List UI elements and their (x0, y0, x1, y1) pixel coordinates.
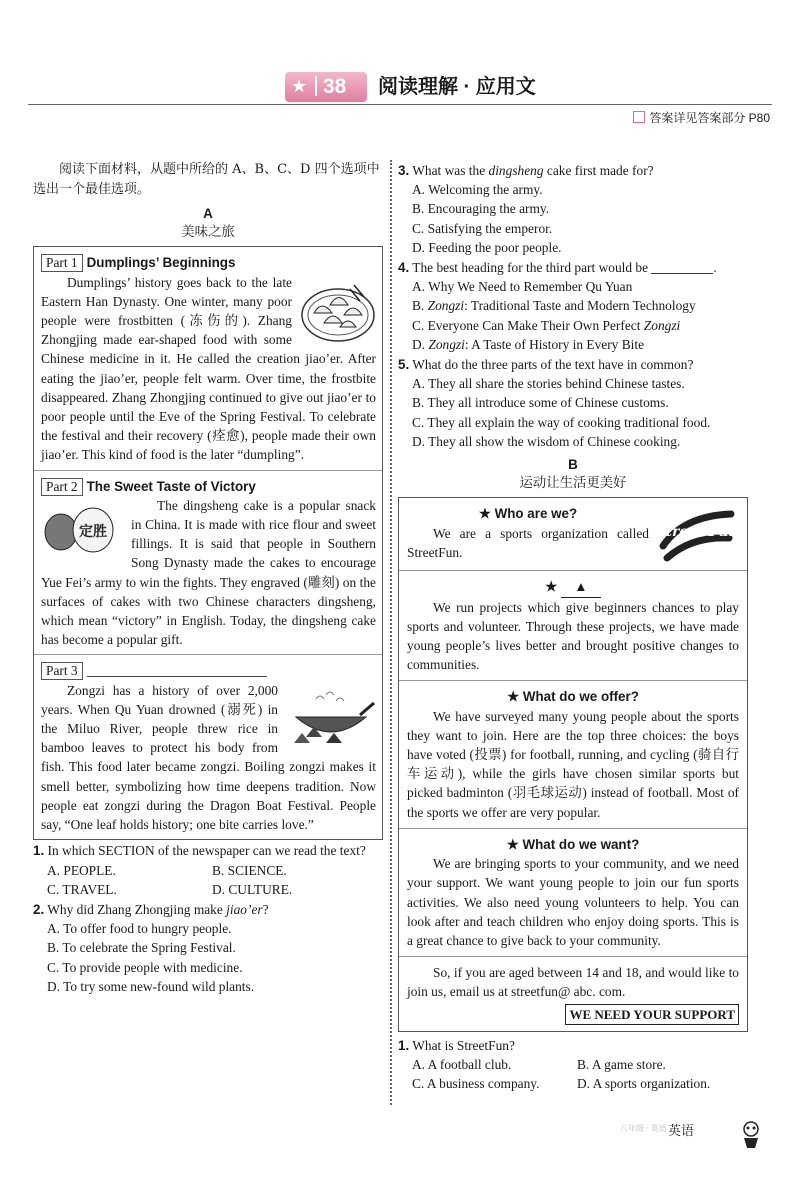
answer-blank[interactable] (651, 260, 713, 274)
streetfun-logo-graphic (657, 506, 737, 564)
question-stem: In which SECTION of the newspaper can we read the text? (47, 843, 366, 859)
option[interactable]: D. They all show the wisdom of Chinese cooking. (412, 433, 681, 449)
question-stem-end: ? (262, 901, 269, 917)
question-stem: The best heading for the third part would be (412, 260, 652, 276)
question-b-1 (398, 1036, 748, 1094)
support-banner: WE NEED YOUR SUPPORT (565, 1004, 739, 1025)
column-divider (390, 160, 392, 1105)
star-icon: ★ (545, 579, 558, 595)
want-text: We are bringing sports to your community, and we need your support. We want young people to join our fun sports activities. We also need young volunteers to help. You can look after and teach children who enjoy doing sports. This is a great chance to give back to your community. (407, 856, 739, 948)
want-heading: ★ What do we want? (506, 836, 640, 852)
who-text: We are a sports organization called StreetFun. (407, 525, 649, 560)
note-icon (633, 111, 645, 123)
part-3 (34, 655, 382, 839)
part-2-title: The Sweet Taste of Victory (86, 478, 256, 494)
option[interactable]: B. A game store. (577, 1056, 666, 1072)
reading-passage-a (33, 246, 383, 840)
answer-reference-text: 答案详见答案部分 P80 (649, 111, 770, 125)
part-3-label: Part 3 (41, 662, 83, 680)
page-title: 阅读理解 · 应用文 (378, 76, 536, 98)
logo-text: Street Fun (657, 524, 737, 541)
part-1-title: Dumplings’ Beginnings (86, 255, 236, 271)
question-number: 3. (398, 163, 410, 178)
question-a-2 (33, 900, 383, 996)
option[interactable] (398, 277, 748, 296)
mascot-icon (738, 1120, 764, 1150)
streetfun-notice (398, 497, 748, 1031)
question-number: 5. (398, 357, 410, 373)
footer-subject: 英语 (668, 1124, 695, 1139)
option[interactable]: A. To offer food to hungry people. (47, 921, 232, 937)
option[interactable]: D. To try some new-found wild plants. (47, 978, 255, 994)
offer-text: We have surveyed many young people about the sports they want to join. Here are the top three choices: the boys have voted (投票) for football, running, and cycling (骑自行车运动), while the girls have chosen similar sports but picked badminton (羽毛球运动) instead of football. Most of the sports we offer are very popular. (407, 708, 739, 820)
option[interactable]: D. CULTURE. (212, 881, 293, 897)
part-3-title-blank[interactable] (87, 662, 267, 677)
part-1-text: Dumplings’ history goes back to the late Eastern Han Dynasty. One winter, many poor people were frostbitten (冻伤的). Zhang Zhongjing made ear-shaped food with some Chinese medicine in it. He called the creation jiao’er. After eating the jiao’er, people felt warm. Over time, the frostbite disappeared. Zhang Zhongjing continued to give out jiao’er to poor people until the Eve of the Spring Festival. To celebrate the festival and their recovery (痊愈), people made their own jiao’er. This kind of food is the later “dumpling”. (41, 274, 376, 463)
right-column (398, 160, 748, 1093)
page-footer (620, 1120, 770, 1154)
badge-number: 38 (323, 75, 347, 98)
option-em: Zongzi (428, 336, 465, 352)
option[interactable]: B. They all introduce some of Chinese customs. (412, 395, 669, 411)
section-a-title: 美味之旅 (181, 225, 235, 241)
option[interactable] (398, 335, 748, 354)
want-section (399, 829, 747, 957)
part-3-text: Zongzi has a history of over 2,000 years. When Qu Yuan drowned (溺死) in the Miluo River, people threw rice in bamboo leaves to protect his body from fish. This food later became zongzi. Boiling zongzi makes it smell better, symbolizing how time deepens tradition. Now people eat zongzi during the Dragon Boat Festival. People say, “One leaf holds history; one bite carries love.” (41, 682, 376, 833)
offer-heading: ★ What do we offer? (507, 689, 639, 705)
option-text: C. Everyone Can Make Their Own Perfect (412, 317, 644, 333)
option[interactable]: C. They all explain the way of cooking traditional food. (412, 414, 711, 430)
question-a-3 (398, 161, 748, 257)
option[interactable]: D. A sports organization. (577, 1076, 711, 1092)
question-stem: What do the three parts of the text have in common? (412, 357, 694, 373)
who-section (399, 498, 747, 571)
triangle-icon: ▲ (574, 579, 588, 595)
question-stem-em: dingsheng (488, 163, 544, 178)
section-b-title: 运动让生活更美好 (519, 476, 627, 492)
option-text: B. (412, 298, 428, 314)
option-text: D. (412, 336, 429, 352)
dumplings-plate-icon (300, 279, 376, 345)
offer-section (399, 681, 747, 828)
closing-text: So, if you are aged between 14 and 18, and would like to join us, email us at streetfun@ abc. com. (407, 965, 739, 1000)
option[interactable] (398, 296, 748, 315)
projects-text: We run projects which give beginners chances to play sports and volunteer. Through these projects, we have made young people’s lives better and brought positive changes to communities. (407, 599, 739, 673)
question-number: 4. (398, 260, 410, 276)
question-stem-end: cake first made for? (543, 163, 654, 178)
blank-heading-section (399, 571, 747, 681)
section-b-letter: B (568, 457, 578, 473)
question-number: 1. (33, 843, 45, 859)
question-a-1 (33, 841, 383, 899)
question-a-5 (398, 355, 748, 451)
question-stem-em: jiao’er (226, 901, 263, 917)
page-header (0, 70, 800, 125)
option[interactable]: B. Encouraging the army. (412, 201, 550, 217)
part-1 (34, 247, 382, 470)
section-a-letter: A (203, 206, 213, 221)
left-column (33, 160, 383, 996)
option[interactable]: C. A business company. (412, 1076, 540, 1092)
cake-characters: 定胜 (79, 523, 107, 540)
option[interactable]: A. They all share the stories behind Chinese tastes. (412, 376, 685, 392)
part-2-label: Part 2 (41, 478, 83, 496)
question-number: 1. (398, 1037, 410, 1053)
option[interactable]: A. A football club. (412, 1056, 512, 1072)
part-1-label: Part 1 (41, 254, 83, 272)
streetfun-logo (657, 506, 737, 564)
option[interactable]: C. To provide people with medicine. (47, 959, 243, 975)
zongzi-wok-icon (286, 687, 376, 751)
option-em: Zongzi (643, 317, 681, 333)
option[interactable]: B. To celebrate the Spring Festival. (47, 940, 236, 956)
answer-reference (633, 110, 770, 126)
page-number-badge (285, 72, 367, 102)
option[interactable]: B. SCIENCE. (212, 862, 287, 878)
instructions: 阅读下面材料，从题中所给的 A、B、C、D 四个选项中选出一个最佳选项。 (33, 162, 380, 197)
question-stem: What was the (412, 163, 489, 178)
question-number: 2. (33, 901, 45, 917)
heading-blank[interactable] (561, 577, 601, 597)
option[interactable]: C. Satisfying the emperor. (412, 220, 553, 236)
option[interactable]: A. PEOPLE. (47, 862, 116, 878)
question-stem-end: . (713, 260, 717, 276)
closing-section (399, 957, 747, 1031)
option[interactable]: A. Welcoming the army. (412, 182, 543, 198)
question-stem: What is StreetFun? (412, 1037, 515, 1053)
option[interactable]: C. TRAVEL. (47, 881, 117, 897)
option-text: A. Why We Need to Remember Qu Yuan (412, 279, 633, 295)
option-text-end: : Traditional Taste and Modern Technology (464, 298, 696, 314)
dingsheng-cake-icon (41, 502, 121, 556)
part-2-text: The dingsheng cake is a popular snack in China. It is made with rice flour and sweet fillings. It is said that people in Southern Song Dynasty made the cakes to encourage Yue Fei’s army to win the fights. They engraved (雕刻) on the surfaces of cakes with two Chinese characters dingsheng, which mean “victory” in English. Today, the dingsheng cake has become a popular gift. (41, 497, 376, 648)
star-icon: ★ (291, 76, 308, 96)
option[interactable]: D. Feeding the poor people. (412, 239, 562, 255)
part-2 (34, 471, 382, 656)
option[interactable] (398, 316, 748, 335)
question-a-4 (398, 258, 748, 354)
question-stem: Why did Zhang Zhongjing make (47, 901, 227, 917)
footer-faint-text: 八年级 · 英语 (620, 1124, 667, 1133)
option-text-end: : A Taste of History in Every Bite (464, 336, 645, 352)
who-heading: ★ Who are we? (478, 506, 578, 522)
blank-heading (407, 577, 739, 597)
option-em: Zongzi (427, 298, 465, 314)
